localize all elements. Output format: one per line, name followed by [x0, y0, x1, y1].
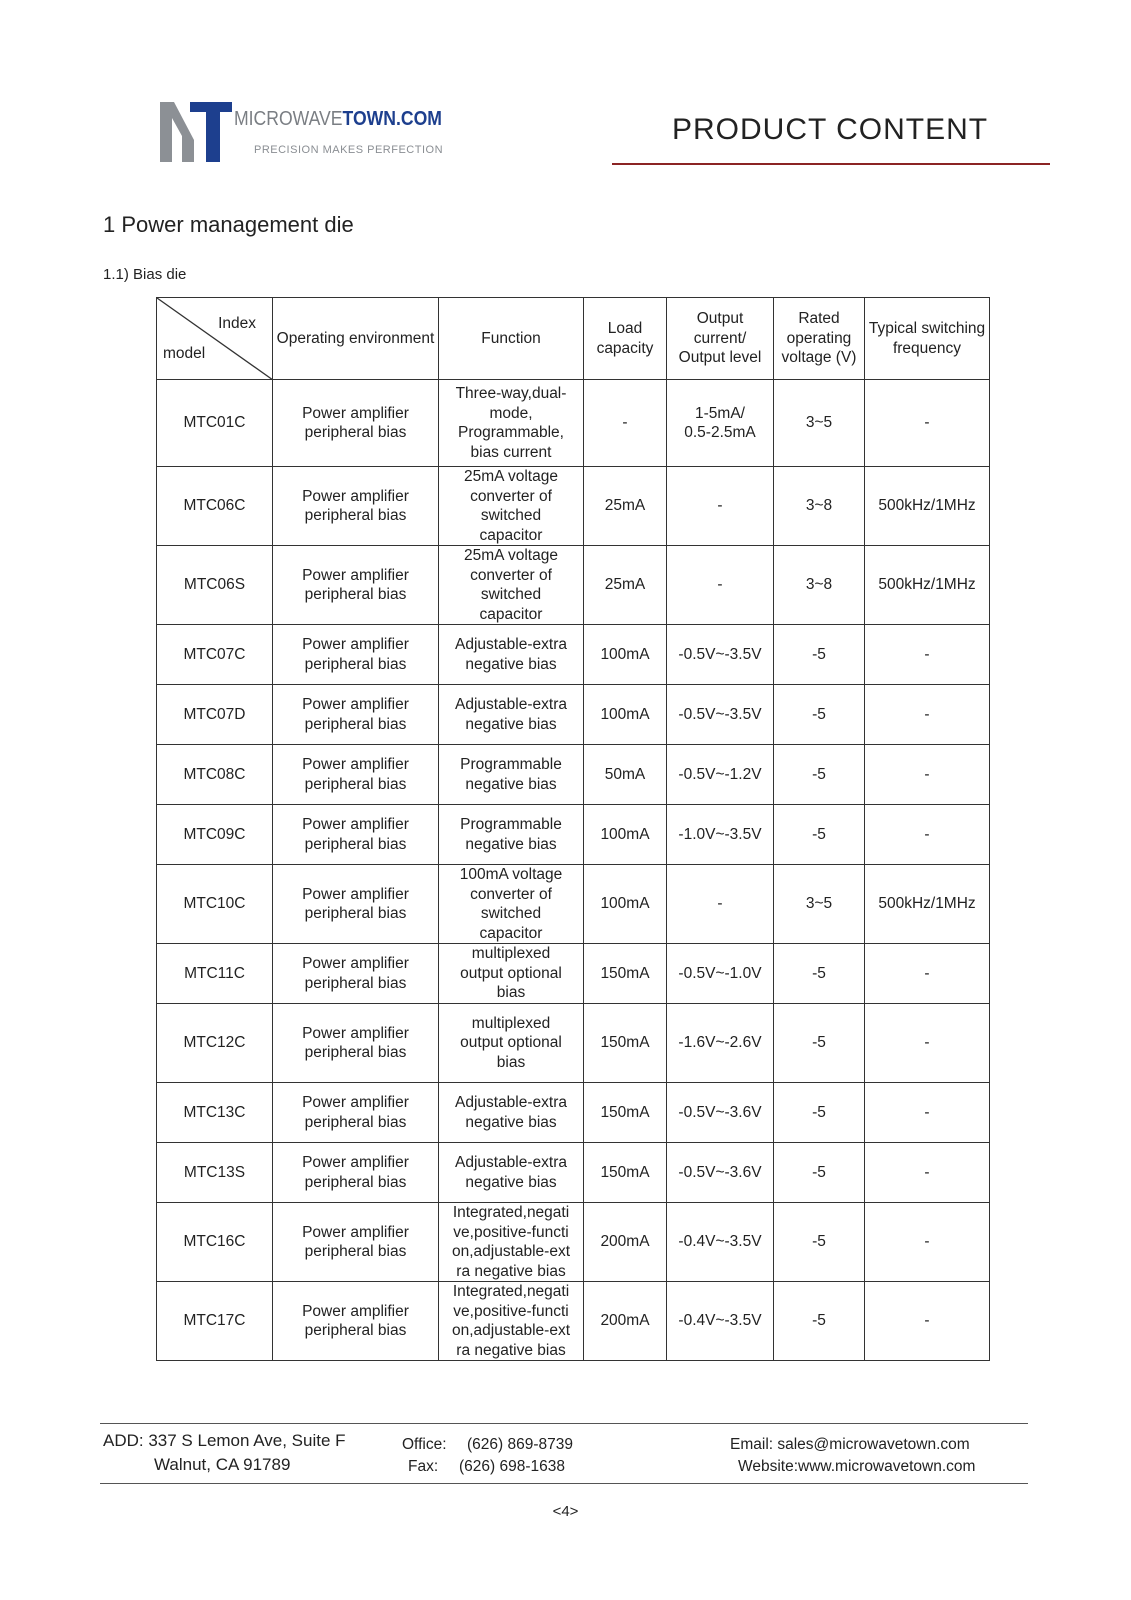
cell-line: multiplexed	[471, 1014, 551, 1032]
cell-line: ve,positive-functi	[453, 1223, 569, 1241]
cell-line: bias current	[470, 443, 552, 461]
rated-voltage-cell: -5	[774, 1083, 865, 1143]
cell-line: negative bias	[465, 775, 557, 793]
table-row	[157, 546, 990, 625]
function-cell	[439, 1083, 584, 1143]
cell-line: 100mA voltage	[459, 866, 563, 883]
cell-line: converter of	[470, 885, 552, 903]
corner-header-cell	[157, 298, 273, 380]
cell-line: Programmable,	[458, 424, 564, 441]
rated-voltage-cell: 3~8	[774, 546, 865, 625]
corner-index-label: Index	[218, 315, 256, 332]
model-cell: MTC08C	[157, 745, 273, 805]
rated-voltage-cell: 3~8	[774, 467, 865, 546]
environment-cell	[273, 380, 439, 467]
model-cell: MTC16C	[157, 1203, 273, 1282]
cell-line: negative bias	[465, 715, 557, 733]
model-cell: MTC17C	[157, 1282, 273, 1361]
cell-line: peripheral bias	[304, 905, 407, 922]
cell-line: -0.4V~-3.5V	[678, 1312, 762, 1330]
footer-divider-top	[100, 1423, 1028, 1424]
output-level-cell	[667, 745, 774, 805]
model-cell: MTC07C	[157, 625, 273, 685]
cell-line: Adjustable-extra	[454, 1154, 567, 1171]
table-row	[157, 944, 990, 1004]
function-cell	[439, 380, 584, 467]
table-row	[157, 865, 990, 944]
page-number: <4>	[552, 1503, 579, 1520]
page-title: PRODUCT CONTENT	[672, 113, 989, 146]
cell-line: output optional	[460, 1034, 562, 1052]
load-capacity-cell: 150mA	[584, 1004, 667, 1083]
model-cell: MTC13S	[157, 1143, 273, 1203]
cell-line: -0.5V~-3.5V	[678, 705, 762, 723]
cell-line: Programmable	[460, 756, 562, 773]
cell-line: bias	[496, 984, 526, 1002]
bias-die-table	[156, 297, 990, 1361]
cell-line: Power amplifier	[302, 1302, 409, 1320]
footer-office-label: Office:	[402, 1436, 447, 1453]
cell-line: -	[717, 895, 723, 913]
switching-frequency-cell: 500kHz/1MHz	[865, 865, 990, 944]
cell-line: peripheral bias	[304, 1113, 407, 1131]
load-capacity-cell: 100mA	[584, 865, 667, 944]
environment-cell	[273, 865, 439, 944]
cell-line: -0.4V~-3.5V	[678, 1233, 762, 1251]
switching-frequency-cell: -	[865, 380, 990, 467]
company-logo	[160, 100, 460, 170]
environment-cell	[273, 546, 439, 625]
load-capacity-cell: 25mA	[584, 546, 667, 625]
cell-line: bias	[496, 1053, 526, 1071]
load-capacity-cell: 200mA	[584, 1203, 667, 1282]
model-cell: MTC09C	[157, 805, 273, 865]
cell-line: 0.5-2.5mA	[684, 424, 756, 441]
environment-cell	[273, 1004, 439, 1083]
cell-line: Power amplifier	[302, 696, 409, 713]
environment-cell	[273, 685, 439, 745]
load-capacity-cell: 100mA	[584, 625, 667, 685]
cell-line: switched	[480, 507, 542, 524]
output-level-cell	[667, 625, 774, 685]
footer-office-phone: (626) 869-8739	[467, 1436, 573, 1453]
cell-line: ra negative bias	[456, 1262, 566, 1280]
environment-cell	[273, 1083, 439, 1143]
function-cell	[439, 805, 584, 865]
output-level-cell	[667, 1282, 774, 1361]
rated-voltage-cell: 3~5	[774, 865, 865, 944]
load-capacity-cell: 150mA	[584, 1143, 667, 1203]
cell-line: -0.5V~-3.6V	[678, 1103, 762, 1121]
output-level-cell	[667, 944, 774, 1004]
load-capacity-cell: 200mA	[584, 1282, 667, 1361]
cell-line: negative bias	[465, 1173, 557, 1191]
function-cell	[439, 1143, 584, 1203]
cell-line: peripheral bias	[304, 1322, 407, 1339]
load-capacity-cell: 100mA	[584, 805, 667, 865]
brand-name: MICROWAVETOWN.COM	[234, 108, 442, 130]
function-cell	[439, 1203, 584, 1282]
model-cell: MTC10C	[157, 865, 273, 944]
header-switching-frequency: Typical switching frequency	[865, 298, 990, 380]
output-level-cell	[667, 467, 774, 546]
cell-line: converter of	[470, 487, 552, 505]
table-header-row	[157, 298, 990, 380]
cell-line: switched	[480, 586, 542, 603]
footer-email: Email: sales@microwavetown.com	[730, 1436, 970, 1453]
cell-line: Power amplifier	[302, 1223, 409, 1241]
cell-line: peripheral bias	[304, 775, 407, 793]
function-cell	[439, 1282, 584, 1361]
subsection-title: 1.1) Bias die	[103, 266, 187, 283]
function-cell	[439, 625, 584, 685]
rated-voltage-cell: -5	[774, 745, 865, 805]
output-level-cell	[667, 546, 774, 625]
switching-frequency-cell: -	[865, 1004, 990, 1083]
load-capacity-cell: 150mA	[584, 944, 667, 1004]
cell-line: Adjustable-extra	[454, 696, 567, 713]
corner-model-label: model	[163, 344, 206, 362]
cell-line: multiplexed	[471, 945, 551, 963]
cell-line: on,adjustable-ext	[451, 1322, 571, 1339]
footer-fax-phone: (626) 698-1638	[459, 1458, 565, 1475]
table-row	[157, 1143, 990, 1203]
rated-voltage-cell: -5	[774, 1143, 865, 1203]
load-capacity-cell: 100mA	[584, 685, 667, 745]
load-capacity-cell: 50mA	[584, 745, 667, 805]
cell-line: -0.5V~-1.2V	[678, 765, 762, 783]
header-operating-environment: Operating environment	[273, 298, 439, 380]
cell-line: Power amplifier	[302, 756, 409, 773]
cell-line: negative bias	[465, 655, 557, 673]
cell-line: peripheral bias	[304, 1243, 407, 1260]
diagonal-divider	[157, 298, 273, 380]
cell-line: negative bias	[465, 1113, 557, 1131]
environment-cell	[273, 745, 439, 805]
output-level-cell	[667, 1143, 774, 1203]
cell-line: converter of	[470, 566, 552, 584]
footer-fax-label: Fax:	[408, 1458, 439, 1475]
cell-line: Integrated,negati	[452, 1283, 570, 1300]
cell-line: -	[717, 497, 723, 515]
cell-line: Power amplifier	[302, 566, 409, 584]
brand-tagline: PRECISION MAKES PERFECTION	[254, 144, 444, 156]
model-cell: MTC12C	[157, 1004, 273, 1083]
table-row	[157, 685, 990, 745]
cell-line: capacitor	[479, 526, 543, 544]
function-cell	[439, 865, 584, 944]
switching-frequency-cell: -	[865, 1083, 990, 1143]
environment-cell	[273, 625, 439, 685]
table-row	[157, 625, 990, 685]
rated-voltage-cell: -5	[774, 944, 865, 1004]
table-row	[157, 467, 990, 546]
load-capacity-cell: 25mA	[584, 467, 667, 546]
environment-cell	[273, 1143, 439, 1203]
cell-line: Power amplifier	[302, 955, 409, 972]
header-load-capacity: Load capacity	[584, 298, 667, 380]
cell-line: peripheral bias	[304, 715, 407, 733]
cell-line: Integrated,negati	[452, 1204, 570, 1221]
table-row	[157, 380, 990, 467]
table-row	[157, 745, 990, 805]
cell-line: Programmable	[460, 816, 562, 833]
cell-line: Power amplifier	[302, 404, 409, 422]
cell-line: capacitor	[479, 924, 543, 942]
rated-voltage-cell: 3~5	[774, 380, 865, 467]
cell-line: capacitor	[479, 605, 543, 623]
output-level-cell	[667, 865, 774, 944]
switching-frequency-cell: -	[865, 944, 990, 1004]
environment-cell	[273, 1203, 439, 1282]
output-level-cell	[667, 380, 774, 467]
section-title: 1 Power management die	[103, 212, 354, 237]
switching-frequency-cell: -	[865, 745, 990, 805]
cell-line: ve,positive-functi	[453, 1302, 569, 1320]
function-cell	[439, 546, 584, 625]
environment-cell	[273, 467, 439, 546]
rated-voltage-cell: -5	[774, 685, 865, 745]
table-body	[157, 380, 990, 1361]
cell-line: Power amplifier	[302, 1024, 409, 1042]
cell-line: -0.5V~-3.5V	[678, 645, 762, 663]
rated-voltage-cell: -5	[774, 1282, 865, 1361]
switching-frequency-cell: -	[865, 1143, 990, 1203]
cell-line: Power amplifier	[302, 1154, 409, 1171]
model-cell: MTC13C	[157, 1083, 273, 1143]
cell-line: peripheral bias	[304, 586, 407, 603]
function-cell	[439, 944, 584, 1004]
cell-line: Three-way,dual-	[455, 385, 567, 402]
table-row	[157, 1282, 990, 1361]
cell-line: peripheral bias	[304, 974, 407, 992]
load-capacity-cell: 150mA	[584, 1083, 667, 1143]
cell-line: mode,	[489, 404, 533, 422]
table-row	[157, 1004, 990, 1083]
cell-line: on,adjustable-ext	[451, 1243, 571, 1260]
environment-cell	[273, 805, 439, 865]
cell-line: negative bias	[465, 835, 557, 853]
cell-line: peripheral bias	[304, 1173, 407, 1191]
rated-voltage-cell: -5	[774, 625, 865, 685]
model-cell: MTC06S	[157, 546, 273, 625]
cell-line: -0.5V~-1.0V	[678, 964, 762, 982]
output-level-cell	[667, 1203, 774, 1282]
cell-line: peripheral bias	[304, 507, 407, 524]
cell-line: -	[717, 576, 723, 594]
cell-line: Power amplifier	[302, 816, 409, 833]
function-cell	[439, 1004, 584, 1083]
cell-line: Power amplifier	[302, 1094, 409, 1111]
footer-website: Website:www.microwavetown.com	[738, 1458, 976, 1475]
title-underline	[612, 163, 1050, 165]
cell-line: peripheral bias	[304, 655, 407, 673]
rated-voltage-cell: -5	[774, 1004, 865, 1083]
switching-frequency-cell: 500kHz/1MHz	[865, 467, 990, 546]
cell-line: switched	[480, 905, 542, 922]
cell-line: ra negative bias	[456, 1341, 566, 1359]
switching-frequency-cell: -	[865, 1203, 990, 1282]
cell-line: peripheral bias	[304, 835, 407, 853]
cell-line: 25mA voltage	[464, 547, 558, 564]
cell-line: Power amplifier	[302, 885, 409, 903]
output-level-cell	[667, 805, 774, 865]
rated-voltage-cell: -5	[774, 1203, 865, 1282]
cell-line: -1.6V~-2.6V	[678, 1034, 762, 1052]
model-cell: MTC07D	[157, 685, 273, 745]
footer-address-line2: Walnut, CA 91789	[154, 1455, 291, 1474]
table-row	[157, 1083, 990, 1143]
table-row	[157, 1203, 990, 1282]
function-cell	[439, 685, 584, 745]
cell-line: 1-5mA/	[695, 404, 745, 422]
load-capacity-cell: -	[584, 380, 667, 467]
output-level-cell	[667, 1083, 774, 1143]
switching-frequency-cell: -	[865, 805, 990, 865]
cell-line: Power amplifier	[302, 487, 409, 505]
environment-cell	[273, 1282, 439, 1361]
mt-logo-mark-icon	[160, 100, 232, 164]
cell-line: -1.0V~-3.5V	[678, 825, 762, 843]
function-cell	[439, 467, 584, 546]
cell-line: peripheral bias	[304, 1044, 407, 1061]
switching-frequency-cell: -	[865, 685, 990, 745]
function-cell	[439, 745, 584, 805]
model-cell: MTC06C	[157, 467, 273, 546]
table-row	[157, 805, 990, 865]
cell-line: -0.5V~-3.6V	[678, 1163, 762, 1181]
cell-line: 25mA voltage	[464, 468, 558, 485]
cell-line: output optional	[460, 964, 562, 982]
output-level-cell	[667, 1004, 774, 1083]
cell-line: Adjustable-extra	[454, 1094, 567, 1111]
cell-line: Adjustable-extra	[454, 636, 567, 653]
header-rated-voltage: Rated operating voltage (V)	[774, 298, 865, 380]
cell-line: Power amplifier	[302, 636, 409, 653]
model-cell: MTC11C	[157, 944, 273, 1004]
switching-frequency-cell: -	[865, 625, 990, 685]
cell-line: peripheral bias	[304, 424, 407, 441]
header-function: Function	[439, 298, 584, 380]
header-output-current: Output current/ Output level	[667, 298, 774, 380]
footer-address-line1: ADD: 337 S Lemon Ave, Suite F	[103, 1431, 346, 1450]
model-cell: MTC01C	[157, 380, 273, 467]
switching-frequency-cell: -	[865, 1282, 990, 1361]
environment-cell	[273, 944, 439, 1004]
footer-divider-bottom	[100, 1483, 1028, 1484]
rated-voltage-cell: -5	[774, 805, 865, 865]
switching-frequency-cell: 500kHz/1MHz	[865, 546, 990, 625]
output-level-cell	[667, 685, 774, 745]
